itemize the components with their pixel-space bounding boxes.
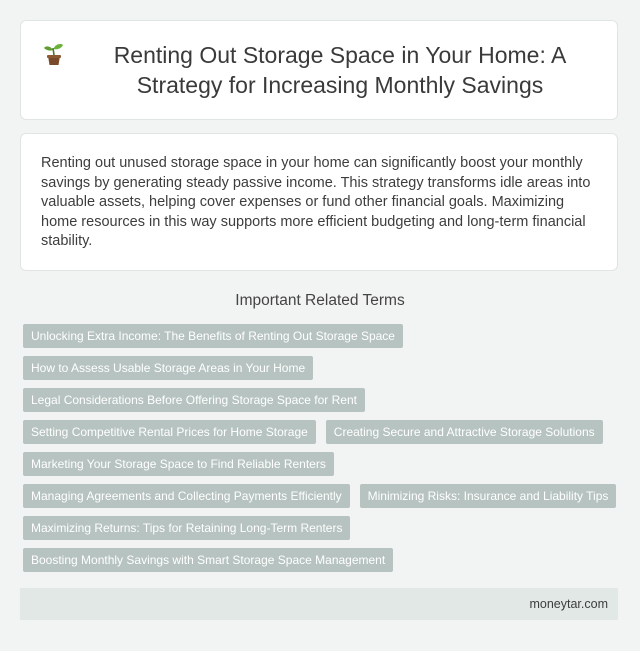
- tag-row: [23, 452, 623, 476]
- title-wrap: [41, 40, 597, 100]
- related-term-tag[interactable]: Creating Secure and Attractive Storage Solutions: [326, 420, 603, 444]
- related-term-tag[interactable]: How to Assess Usable Storage Areas in Your Home: [23, 356, 313, 380]
- tag-row: [23, 324, 623, 348]
- page-title: Renting Out Storage Space in Your Home: A Strategy for Increasing Monthly Savings: [113, 42, 567, 98]
- related-term-tag[interactable]: Setting Competitive Rental Prices for Home Storage: [23, 420, 316, 444]
- footer-site-link[interactable]: moneytar.com: [529, 597, 608, 611]
- footer: [20, 588, 618, 620]
- related-term-tag[interactable]: Boosting Monthly Savings with Smart Storage Space Management: [23, 548, 393, 572]
- related-terms-heading: Important Related Terms: [235, 292, 405, 309]
- summary-text: Renting out unused storage space in your home can significantly boost your monthly savings by generating steady passive income. This strategy transforms idle areas into valuable assets, helping cover expenses or fund other financial goals. Maximizing home resources in this way supports more efficient budgeting and long-term financial stability.: [41, 155, 591, 249]
- summary-card: [20, 133, 618, 271]
- related-terms-list: [23, 324, 623, 580]
- sprout-icon: [41, 42, 67, 68]
- title-card: [20, 20, 618, 120]
- tag-row: [23, 548, 623, 572]
- tag-row: [23, 516, 623, 540]
- related-term-tag[interactable]: Maximizing Returns: Tips for Retaining Long-Term Renters: [23, 516, 350, 540]
- tag-row: [23, 420, 623, 444]
- related-term-tag[interactable]: Managing Agreements and Collecting Payments Efficiently: [23, 484, 350, 508]
- tag-row: [23, 484, 623, 508]
- related-term-tag[interactable]: Marketing Your Storage Space to Find Reliable Renters: [23, 452, 334, 476]
- related-term-tag[interactable]: Legal Considerations Before Offering Storage Space for Rent: [23, 388, 365, 412]
- tag-row: [23, 388, 623, 412]
- related-term-tag[interactable]: Minimizing Risks: Insurance and Liability Tips: [360, 484, 617, 508]
- tag-row: [23, 356, 623, 380]
- related-term-tag[interactable]: Unlocking Extra Income: The Benefits of Renting Out Storage Space: [23, 324, 403, 348]
